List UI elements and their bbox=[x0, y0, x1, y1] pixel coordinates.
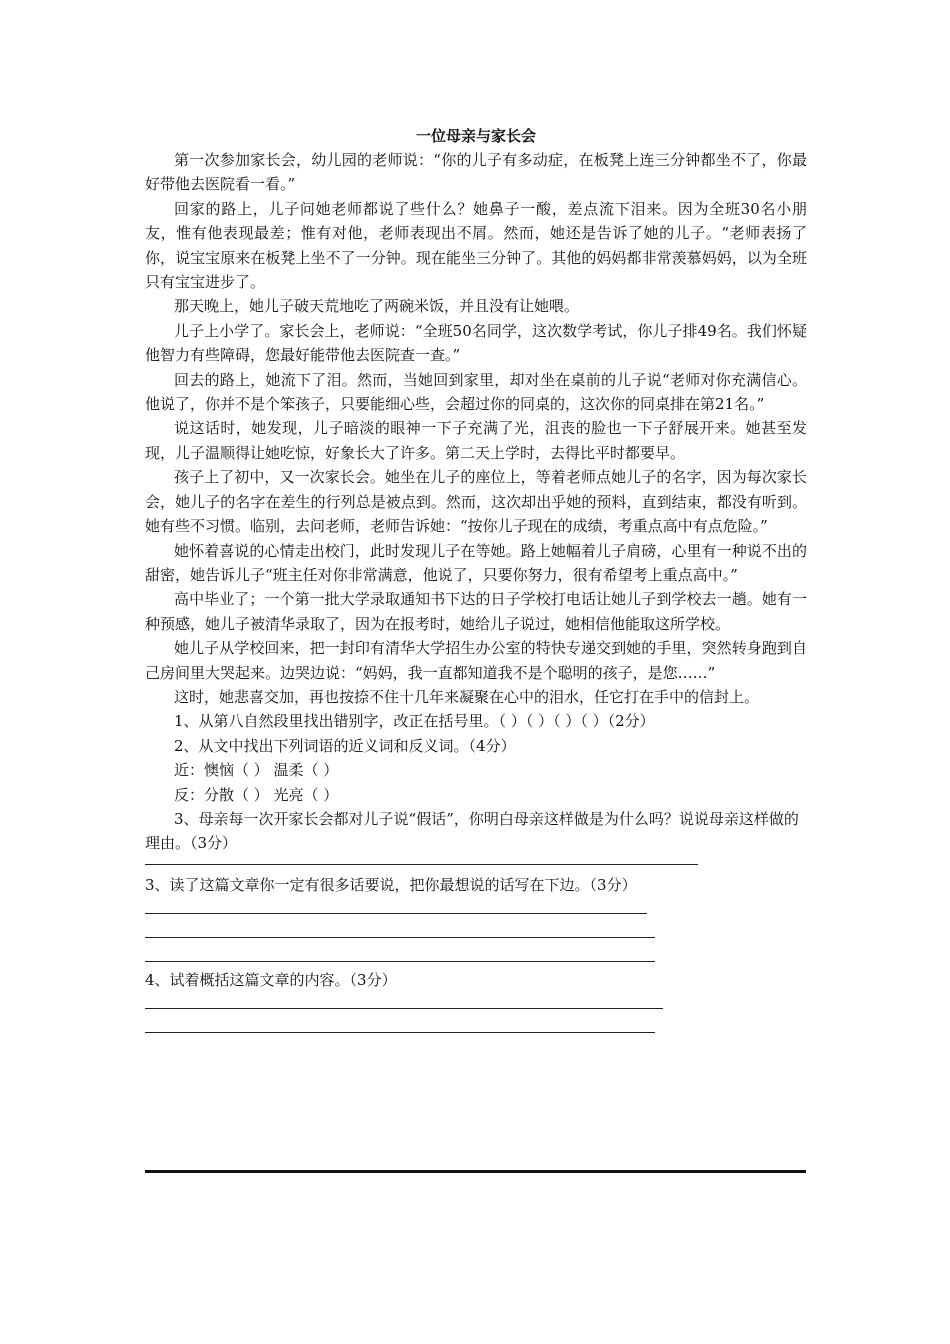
answer-line[interactable] bbox=[145, 1008, 663, 1009]
paragraph-7: 孩子上了初中，又一次家长会。她坐在儿子的座位上，等着老师点她儿子的名字，因为每次家长会，她儿子的名字在差生的行列总是被点到。然而，这次却出乎她的预料，直到结束，都没有听到。她有些不习惯。临别，去问老师，老师告诉她：“按你儿子现在的成绩，考重点高中有点危险。” bbox=[145, 468, 807, 536]
question-3b: 3、读了这篇文章你一定有很多话要说，把你最想说的话写在下边。（3分） bbox=[145, 875, 637, 894]
paragraph-3: 那天晚上，她儿子破天荒地吃了两碗米饭，并且没有让她喂。 bbox=[174, 297, 580, 316]
answer-line[interactable] bbox=[145, 961, 655, 962]
paragraph-10: 她儿子从学校回来，把一封印有清华大学招生办公室的特快专递交到她的手里，突然转身跑到自己房间里大哭起来。边哭边说：“妈妈，我一直都知道我不是个聪明的孩子，是您……” bbox=[145, 639, 807, 682]
article-title: 一位母亲与家长会 bbox=[415, 127, 536, 145]
document-page bbox=[145, 124, 807, 1033]
question-4: 4、试着概括这篇文章的内容。（3分） bbox=[145, 971, 397, 990]
paragraph-11: 这时，她悲喜交加，再也按捺不住十几年来凝聚在心中的泪水，任它打在手中的信封上。 bbox=[174, 687, 760, 706]
question-3a: 3、母亲每一次开家长会都对儿子说“假话”，你明白母亲这样做是为什么吗？说说母亲这样做的理由。（3分） bbox=[145, 809, 799, 853]
answer-line[interactable] bbox=[145, 937, 655, 938]
paragraph-9: 高中毕业了；一个第一批大学录取通知书下达的日子学校打电话让她儿子到学校去一趟。她有一种预感，她儿子被清华录取了，因为在报考时，她给儿子说过，她相信他能取这所学校。 bbox=[145, 590, 807, 633]
question-2: 2、从文中找出下列词语的近义词和反义词。（4分） bbox=[174, 736, 516, 755]
bottom-divider bbox=[145, 1170, 806, 1173]
paragraph-8: 她怀着喜说的心情走出校门，此时发现儿子在等她。路上她幅着儿子肩磅，心里有一种说不出的甜密，她告诉儿子“班主任对你非常满意，他说了，只要你努力，很有希望考上重点高中。” bbox=[145, 541, 807, 584]
paragraph-2: 回家的路上，儿子问她老师都说了些什么？她鼻子一酸，差点流下泪来。因为全班30名小朋友，惟有他表现最差；惟有对他，老师表现出不屑。然而，她还是告诉了她的儿子。“老师表扬了你，说宝宝原来在板凳上坐不了一分钟。现在能坐三分钟了。其他的妈妈都非常羡慕妈妈，以为全班只有宝宝进步了。 bbox=[145, 199, 807, 292]
question-1: 1、从第八自然段里找出错别字，改正在括号里。（ ）（ ）（ ）（ ）（2分） bbox=[174, 712, 655, 731]
paragraph-5: 回去的路上，她流下了泪。然而，当她回到家里，却对坐在桌前的儿子说“老师对你充满信心。他说了，你并不是个笨孩子，只要能细心些，会超过你的同桌的，这次你的同桌排在第21名。” bbox=[145, 370, 807, 414]
paragraph-6: 说这话时，她发现，儿子暗淡的眼神一下子充满了光，沮丧的脸也一下子舒展开来。她甚至发现，儿子温顺得让她吃惊，好象长大了许多。第二天上学时，去得比平时都要早。 bbox=[145, 419, 807, 462]
paragraph-1: 第一次参加家长会，幼儿园的老师说：“你的儿子有多动症，在板凳上连三分钟都坐不了，你最好带他去医院看一看。” bbox=[145, 151, 807, 194]
answer-line[interactable] bbox=[145, 913, 647, 914]
paragraph-4: 儿子上小学了。家长会上，老师说：“全班50名同学，这次数学考试，你儿子排49名。我们怀疑他智力有些障碍，您最好能带他去医院查一查。” bbox=[145, 321, 807, 365]
answer-line[interactable] bbox=[145, 864, 698, 865]
answer-line[interactable] bbox=[145, 1032, 655, 1033]
question-2-opposite: 反：分散（ ） 光亮（ ） bbox=[174, 785, 339, 804]
question-2-near: 近：懊恼（ ） 温柔（ ） bbox=[174, 761, 339, 780]
